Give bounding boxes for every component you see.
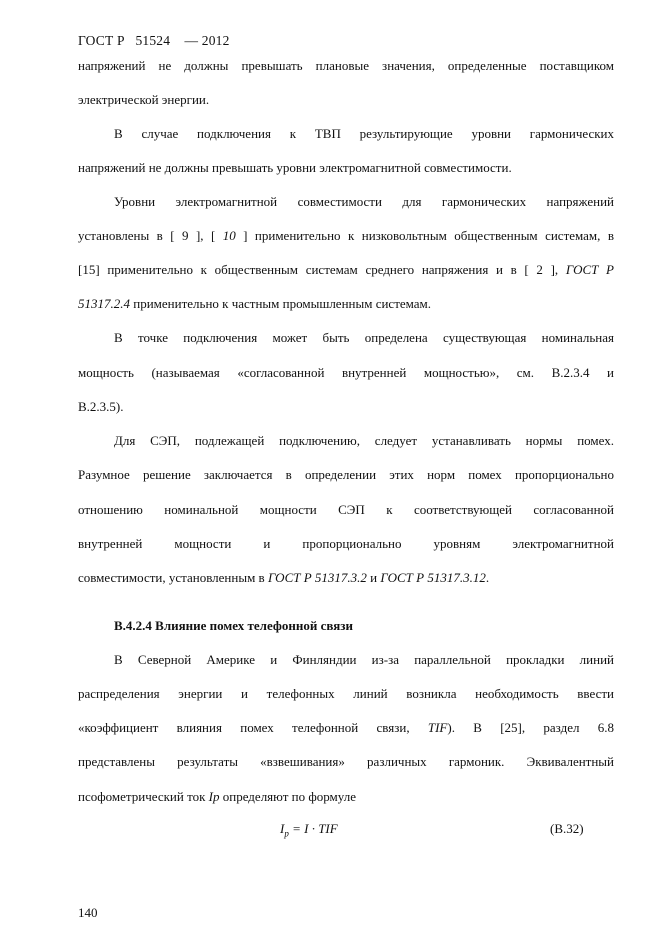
text-line xyxy=(78,789,356,805)
text-line xyxy=(114,194,614,210)
text-run: и xyxy=(366,570,381,585)
text-line xyxy=(78,502,614,518)
text-line xyxy=(78,399,124,415)
text-line xyxy=(78,228,614,244)
text-run: Разумное решение заключается в определении этих норм помех пропорционально xyxy=(78,467,614,482)
text-run: псофометрический ток xyxy=(78,789,209,804)
text-run: электрической энергии. xyxy=(78,92,210,107)
text-line xyxy=(78,467,614,483)
text-run: напряжений не должны превышать уровни электромагнитной совместимости. xyxy=(78,160,512,175)
text-run: напряжений не должны превышать плановые значения, определенные поставщиком xyxy=(78,58,614,73)
text-run: В точке подключения может быть определена существующая номинальная xyxy=(114,330,614,345)
italic-reference: TIF xyxy=(427,720,448,735)
text-run: [15] применительно к общественным системам среднего напряжения и в [ 2 ], xyxy=(78,262,566,277)
text-run: Уровни электромагнитной совместимости для гармонических напряжений xyxy=(114,194,614,209)
italic-reference: ГОСТ Р 51317.3.12 xyxy=(380,570,486,585)
text-run: ] применительно к низковольтным общественным системам, в xyxy=(235,228,614,243)
page-number: 140 xyxy=(78,905,98,920)
text-line xyxy=(78,58,614,74)
equation-number: (В.32) xyxy=(550,821,584,836)
text-line xyxy=(78,160,512,176)
text-line xyxy=(78,296,431,312)
text-line xyxy=(78,262,614,278)
text-run: представлены результаты «взвешивания» различных гармоник. Эквивалентный xyxy=(78,754,614,769)
text-run: мощность (называемая «согласованной внутренней мощностью», см. В.2.3.4 и xyxy=(78,365,614,380)
text-line xyxy=(114,652,614,668)
text-run: определяют по формуле xyxy=(219,789,356,804)
text-run: внутренней мощности и пропорционально уровням электромагнитной xyxy=(78,536,614,551)
italic-reference: 51317.2.4 xyxy=(78,296,130,311)
text-run: «коэффициент влияния помех телефонной связи, xyxy=(78,720,428,735)
text-line xyxy=(78,720,614,736)
text-line xyxy=(78,570,489,586)
text-line xyxy=(78,92,209,108)
italic-reference: Ip xyxy=(208,789,220,804)
text-line xyxy=(78,754,614,770)
text-run: распределения энергии и телефонных линий возникла необходимость ввести xyxy=(78,686,614,701)
text-line xyxy=(114,433,614,449)
text-line xyxy=(78,365,614,381)
text-line xyxy=(78,536,614,552)
text-run: установлены в [ 9 ], [ xyxy=(78,228,223,243)
text-run: применительно к частным промышленным системам. xyxy=(130,296,432,311)
text-run: В случае подключения к ТВП результирующие уровни гармонических xyxy=(114,126,614,141)
italic-reference: ГОСТ Р xyxy=(565,262,614,277)
text-line xyxy=(114,330,614,346)
formula: $I_p = I$ · TIF xyxy=(280,821,338,839)
text-run: В Северной Америке и Финляндии из-за параллельной прокладки линий xyxy=(114,652,614,667)
page-header: ГОСТ Р 51524 — 2012 xyxy=(78,33,230,48)
italic-reference: ГОСТ Р 51317.3.2 xyxy=(267,570,367,585)
text-run: отношению номинальной мощности СЭП к соответствующей согласованной xyxy=(78,502,614,517)
text-run: совместимости, установленным в xyxy=(78,570,268,585)
section-heading: В.4.2.4 Влияние помех телефонной связи xyxy=(114,618,353,633)
italic-reference: 10 xyxy=(222,228,236,243)
text-line xyxy=(78,686,614,702)
text-line xyxy=(114,126,614,142)
text-run: . xyxy=(485,570,490,585)
text-run: ). В [25], раздел 6.8 xyxy=(447,720,614,735)
text-run: В.2.3.5). xyxy=(78,399,124,414)
text-run: Для СЭП, подлежащей подключению, следует устанавливать нормы помех. xyxy=(114,433,614,448)
